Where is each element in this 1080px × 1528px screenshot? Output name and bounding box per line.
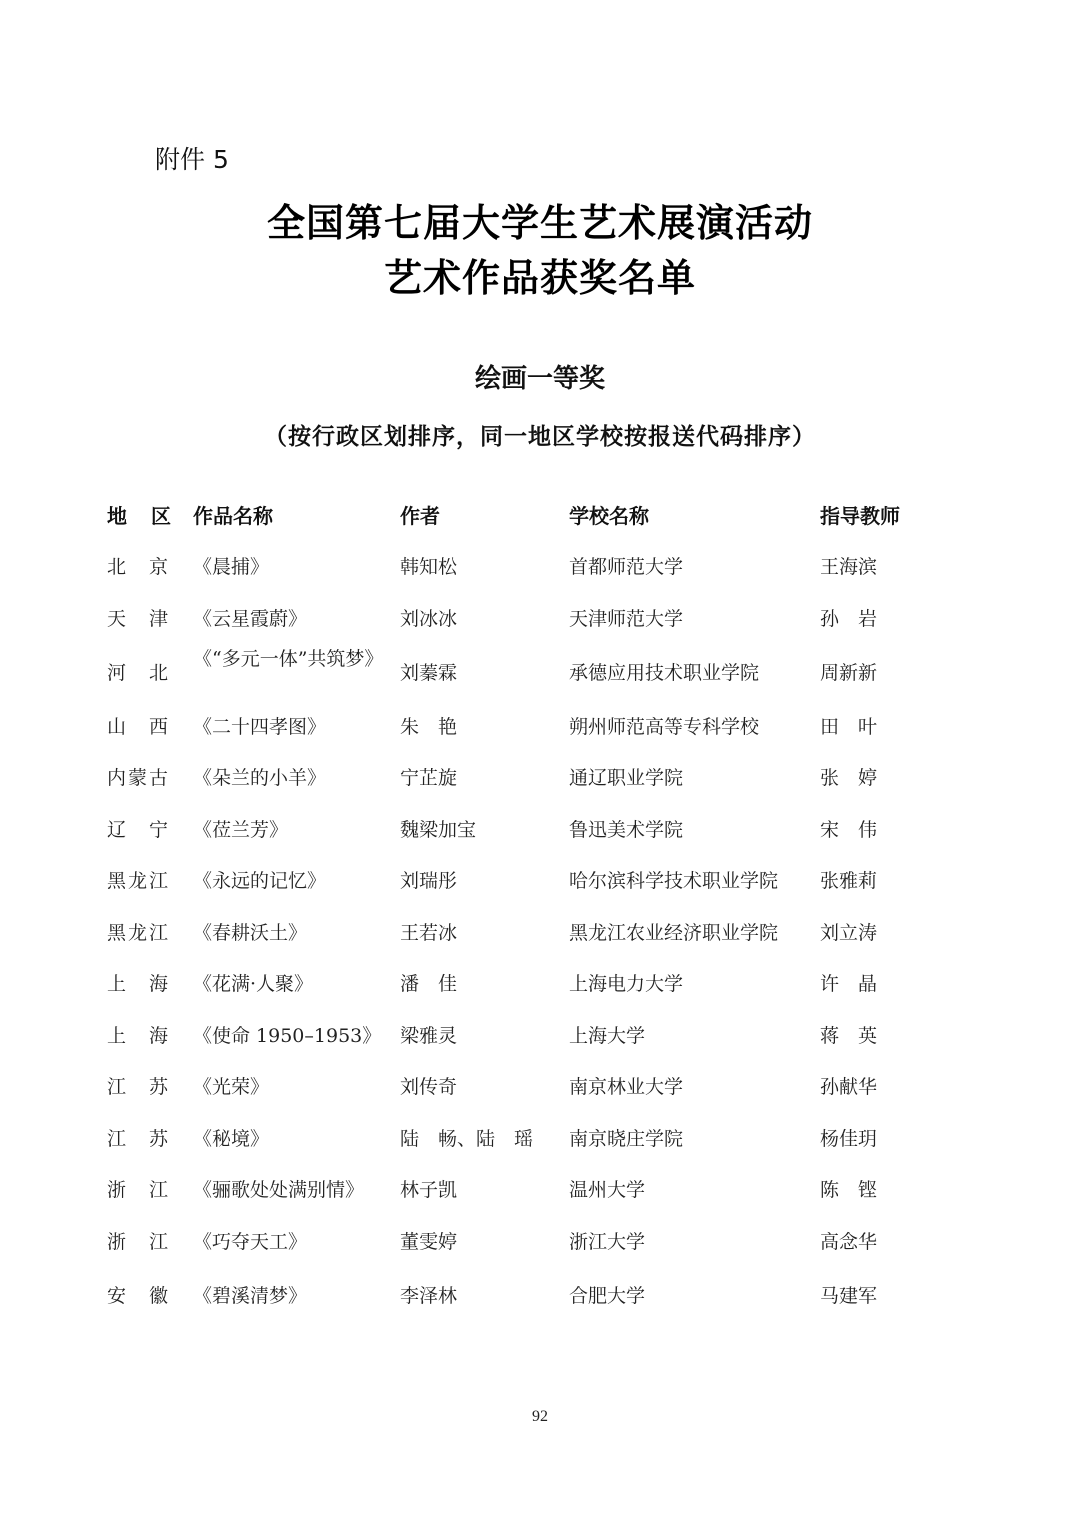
page-number: 92 — [532, 1408, 548, 1425]
cell-author: 韩知松 — [400, 556, 458, 578]
section-title: 绘画一等奖 — [474, 364, 605, 394]
cell-teacher: 张 婷 — [820, 767, 878, 789]
cell-school: 首都师范大学 — [569, 556, 684, 578]
cell-region: 天 津 — [107, 608, 171, 630]
cell-school: 南京林业大学 — [569, 1076, 684, 1098]
table-row — [0, 714, 1080, 754]
cell-author: 潘 佳 — [400, 973, 458, 995]
cell-school: 承德应用技术职业学院 — [569, 662, 760, 684]
cell-author: 李泽林 — [400, 1285, 458, 1307]
cell-teacher: 张雅莉 — [820, 870, 878, 892]
cell-author: 刘瑞彤 — [400, 870, 458, 892]
header-teacher: 指导教师 — [820, 504, 900, 528]
cell-author: 刘蓁霖 — [400, 662, 458, 684]
cell-region: 上 海 — [107, 973, 171, 995]
cell-teacher: 宋 伟 — [820, 819, 878, 841]
cell-region: 辽 宁 — [107, 819, 171, 841]
cell-work: 《碧溪清梦》 — [193, 1285, 308, 1307]
cell-work: 《朵兰的小羊》 — [193, 767, 327, 789]
cell-school: 上海电力大学 — [569, 973, 684, 995]
header-work: 作品名称 — [193, 504, 273, 528]
cell-work: 《“多元一体”共筑梦》 — [193, 648, 384, 670]
cell-author: 朱 艳 — [400, 716, 458, 738]
cell-teacher: 周新新 — [820, 662, 878, 684]
table-row — [0, 606, 1080, 646]
section-note: （按行政区划排序，同一地区学校按报送代码排序） — [264, 424, 816, 450]
cell-author: 董雯婷 — [400, 1231, 458, 1253]
cell-work: 《巧夺天工》 — [193, 1231, 308, 1253]
cell-teacher: 刘立涛 — [820, 922, 878, 944]
table-row — [0, 1074, 1080, 1114]
table-row — [0, 868, 1080, 908]
document-title-line2: 艺术作品获奖名单 — [383, 255, 696, 300]
table-row — [0, 1229, 1080, 1269]
table-row — [0, 554, 1080, 594]
cell-region: 安 徽 — [107, 1285, 171, 1307]
cell-region: 山 西 — [107, 716, 171, 738]
cell-work: 《晨捕》 — [193, 556, 270, 578]
cell-work: 《春耕沃土》 — [193, 922, 308, 944]
cell-region: 江 苏 — [107, 1128, 171, 1150]
cell-work: 《使命 1950–1953》 — [193, 1025, 382, 1047]
table-row — [0, 645, 1080, 701]
cell-author: 梁雅灵 — [400, 1025, 458, 1047]
cell-school: 鲁迅美术学院 — [569, 819, 684, 841]
cell-school: 朔州师范高等专科学校 — [569, 716, 760, 738]
cell-teacher: 高念华 — [820, 1231, 878, 1253]
cell-author: 林子凯 — [400, 1179, 458, 1201]
cell-school: 天津师范大学 — [569, 608, 684, 630]
cell-school: 浙江大学 — [569, 1231, 646, 1253]
attachment-label: 附件 5 — [155, 145, 229, 174]
cell-region: 北 京 — [107, 556, 171, 578]
cell-school: 上海大学 — [569, 1025, 646, 1047]
cell-teacher: 田 叶 — [820, 716, 878, 738]
table-row — [0, 1283, 1080, 1323]
cell-school: 通辽职业学院 — [569, 767, 684, 789]
cell-author: 刘冰冰 — [400, 608, 458, 630]
cell-region: 浙 江 — [107, 1179, 171, 1201]
cell-teacher: 马建军 — [820, 1285, 878, 1307]
cell-work: 《光荣》 — [193, 1076, 270, 1098]
cell-work: 《二十四孝图》 — [193, 716, 327, 738]
table-row — [0, 765, 1080, 805]
cell-teacher: 王海滨 — [820, 556, 878, 578]
cell-school: 黑龙江农业经济职业学院 — [569, 922, 779, 944]
cell-school: 哈尔滨科学技术职业学院 — [569, 870, 779, 892]
cell-work: 《云星霞蔚》 — [193, 608, 308, 630]
cell-author: 刘传奇 — [400, 1076, 458, 1098]
cell-region: 黑龙江 — [107, 870, 171, 892]
table-row — [0, 817, 1080, 857]
cell-author: 宁芷旋 — [400, 767, 458, 789]
cell-region: 黑龙江 — [107, 922, 171, 944]
cell-work: 《永远的记忆》 — [193, 870, 327, 892]
cell-work: 《花满·人聚》 — [193, 973, 314, 995]
cell-school: 南京晓庄学院 — [569, 1128, 684, 1150]
cell-author: 陆 畅、陆 瑶 — [400, 1128, 534, 1150]
cell-author: 王若冰 — [400, 922, 458, 944]
cell-region: 河 北 — [107, 662, 171, 684]
table-row — [0, 971, 1080, 1011]
header-region: 地 区 — [107, 504, 173, 528]
cell-teacher: 陈 铿 — [820, 1179, 878, 1201]
cell-work: 《莅兰芳》 — [193, 819, 289, 841]
document-title-line1: 全国第七届大学生艺术展演活动 — [266, 200, 813, 245]
cell-teacher: 孙 岩 — [820, 608, 878, 630]
cell-teacher: 杨佳玥 — [820, 1128, 878, 1150]
cell-region: 内蒙古 — [107, 767, 171, 789]
cell-author: 魏梁加宝 — [400, 819, 477, 841]
cell-school: 温州大学 — [569, 1179, 646, 1201]
header-author: 作者 — [400, 504, 440, 528]
cell-work: 《骊歌处处满别情》 — [193, 1179, 365, 1201]
cell-region: 上 海 — [107, 1025, 171, 1047]
cell-school: 合肥大学 — [569, 1285, 646, 1307]
table-row — [0, 1023, 1080, 1063]
table-row — [0, 920, 1080, 960]
cell-region: 浙 江 — [107, 1231, 171, 1253]
table-header-row — [0, 503, 1080, 543]
cell-teacher: 许 晶 — [820, 973, 878, 995]
cell-teacher: 蒋 英 — [820, 1025, 878, 1047]
cell-teacher: 孙献华 — [820, 1076, 878, 1098]
table-row — [0, 1126, 1080, 1166]
cell-region: 江 苏 — [107, 1076, 171, 1098]
table-row — [0, 1177, 1080, 1217]
cell-work: 《秘境》 — [193, 1128, 270, 1150]
header-school: 学校名称 — [569, 504, 649, 528]
